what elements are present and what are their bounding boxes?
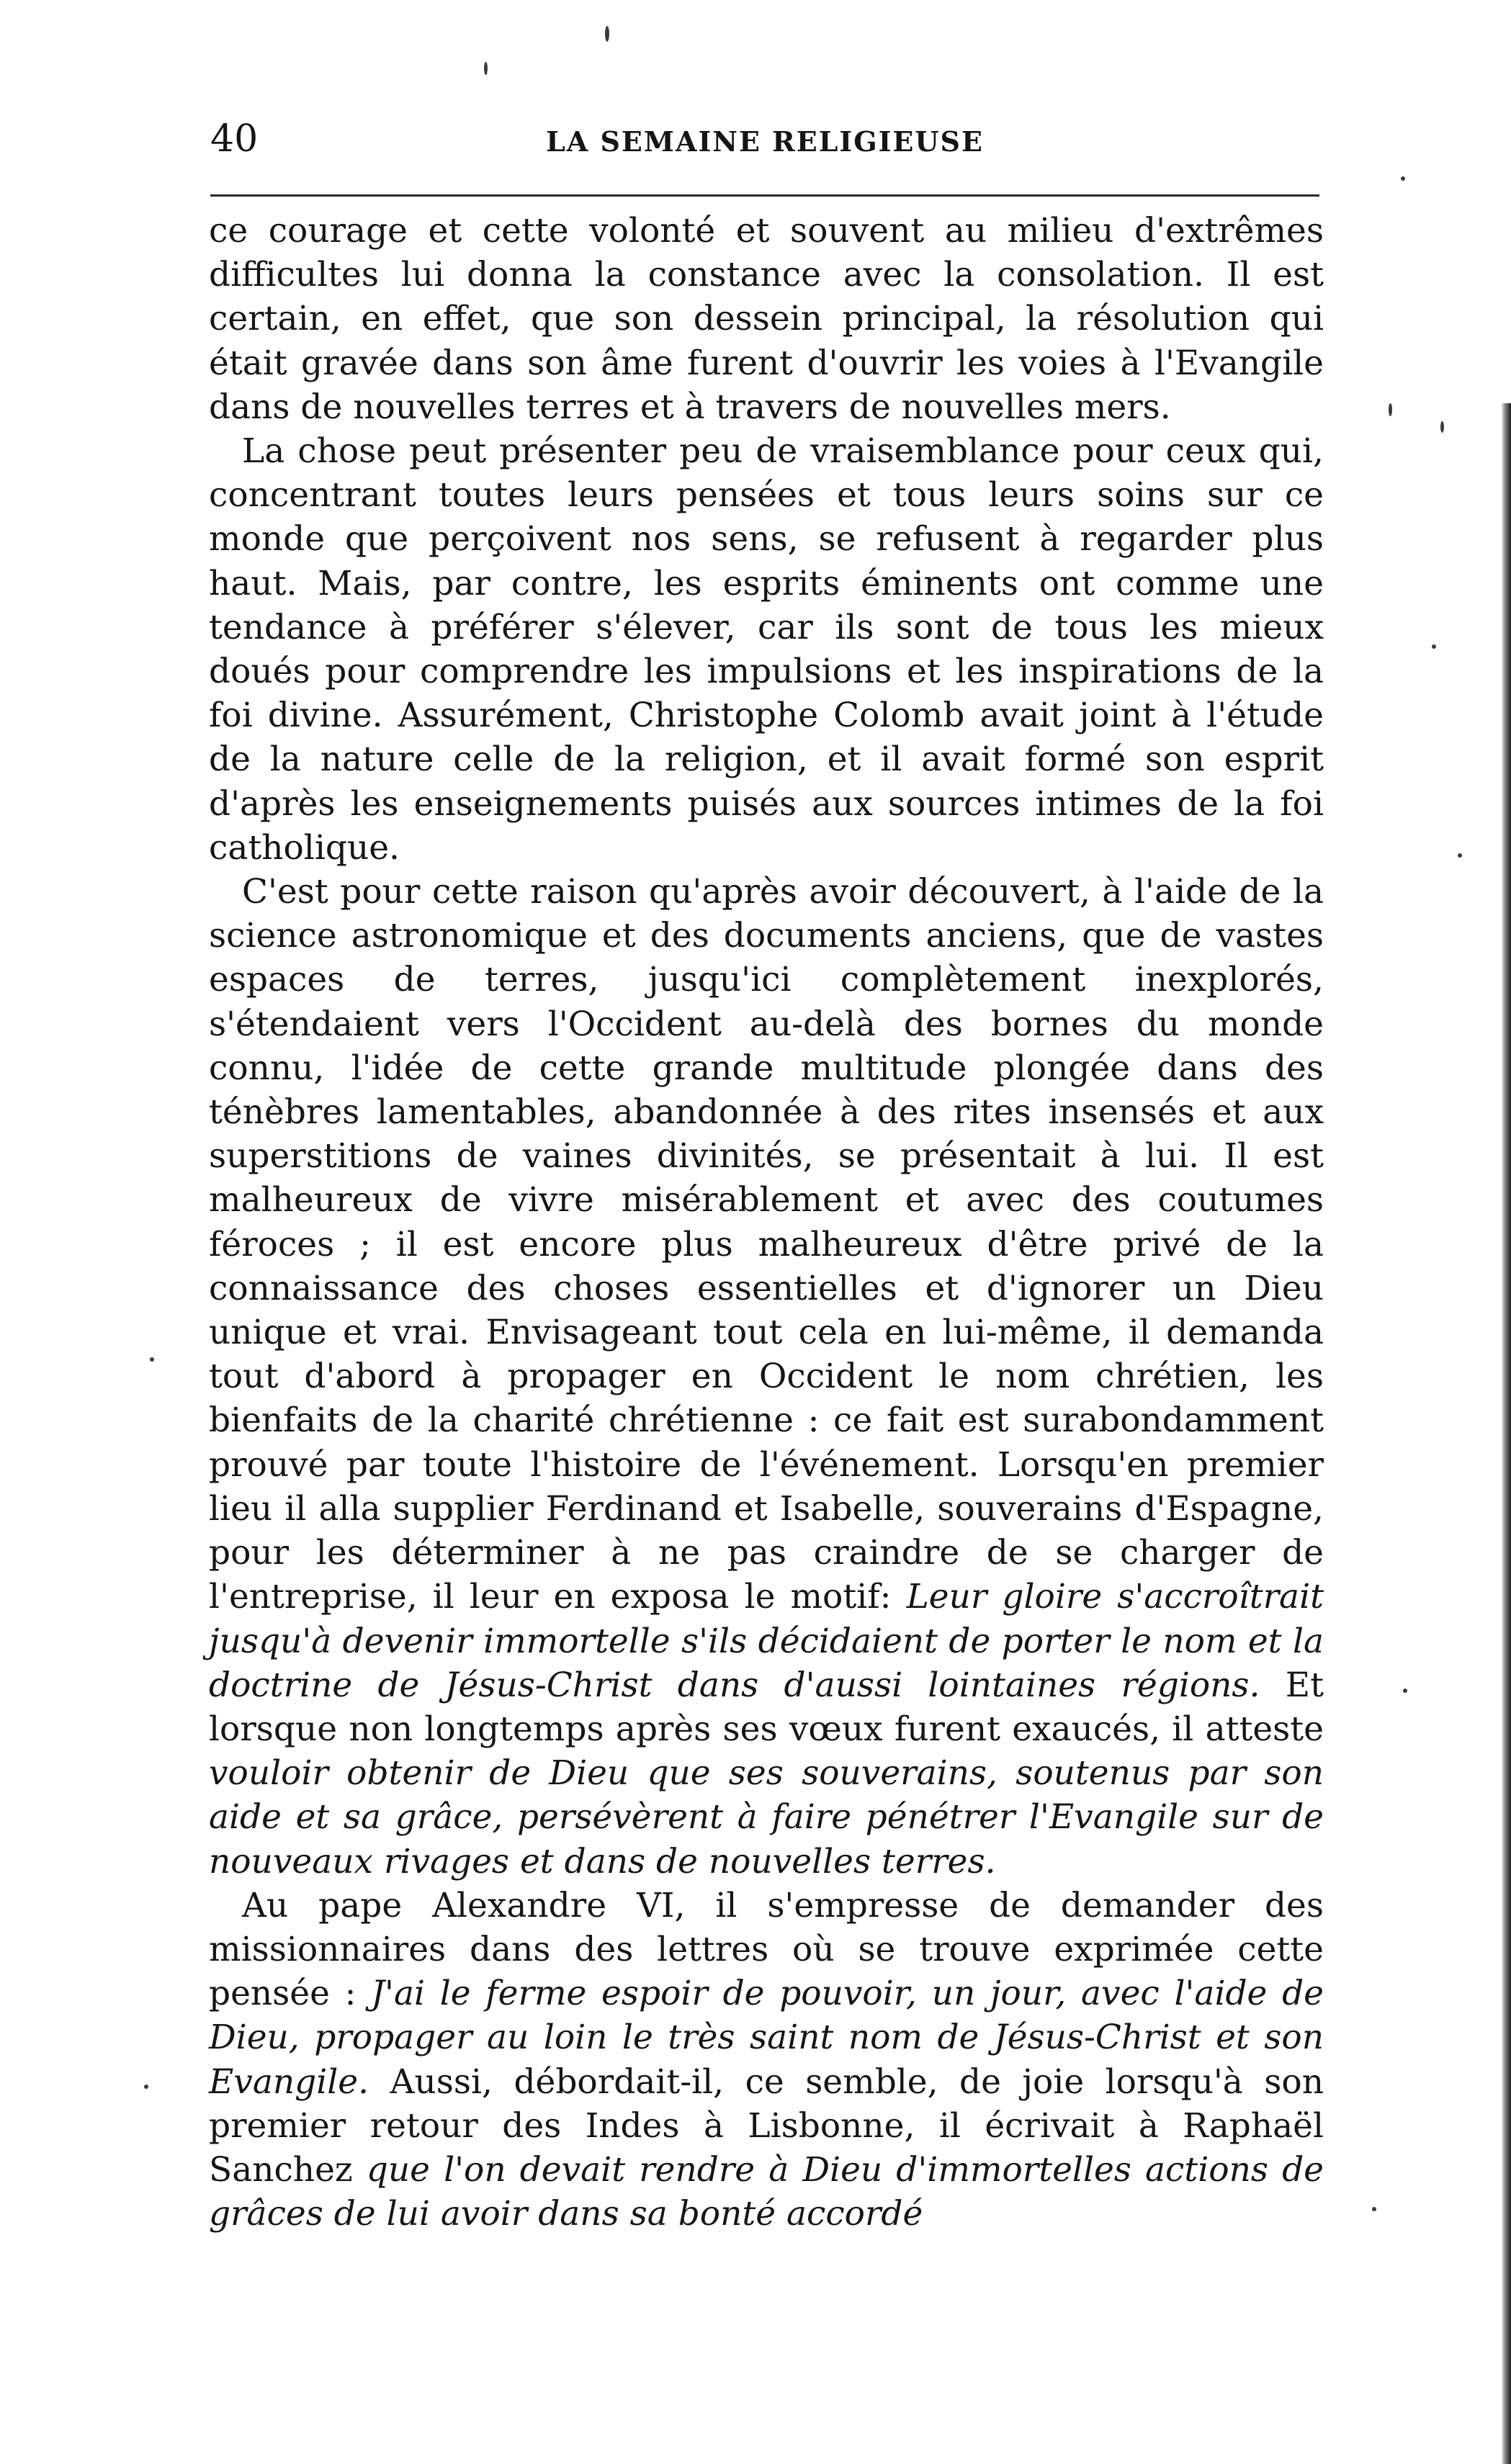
scan-speck: [144, 2085, 148, 2089]
paragraph-4-text-b: Aussi, débordait-il, ce semble, de joie lorsqu'à son premier retour des Indes à Lisbonne, il écrivait à Raphaël Sanchez: [209, 2061, 1324, 2190]
scan-speck: [1432, 644, 1436, 649]
page-number: 40: [210, 117, 259, 161]
paragraph-3-quote-2: vouloir obtenir de Dieu que ses souverains, soutenus par son aide et sa grâce, persévèrent à faire pénétrer l'Evangile sur de nouveaux rivages et dans de nouvelles terres.: [209, 1753, 1324, 1881]
scan-speck: [1401, 176, 1405, 181]
scan-speck: [1403, 1689, 1407, 1693]
scan-edge-shadow: [1501, 403, 1511, 2464]
paragraph-4-quote-1: J'ai le ferme espoir de pouvoir, un jour, avec l'aide de Dieu, propager au loin le très saint nom de Jésus-Christ et son Evangile.: [209, 1974, 1324, 2102]
scan-speck: [1389, 403, 1392, 416]
scan-speck: [1440, 421, 1444, 433]
paragraph-3-text-a: C'est pour cette raison qu'après avoir découvert, à l'aide de la science astronomique et des documents anciens, que de vastes espaces de terres, jusqu'ici complètement inexplorés, s'étendaient vers l'Occident au-delà des bornes du monde connu, l'idée de cette grande multitude plongée dans des ténèbres lamentables, abandonnée à des rites insensés et aux superstitions de vaines divinités, se présentait à lui. Il est malheureux de vivre misérablement et avec des coutumes féroces ; il est encore plus malheureux d'être privé de la connaissance des choses essentielles et d'ignorer un Dieu unique et vrai. Envisageant tout cela en lui-même, il demanda tout d'abord à propager en Occident le nom chrétien, les bienfaits de la charité chrétienne : ce fait est surabondamment prouvé par toute l'histoire de l'événement. Lorsqu'en premier lieu il alla supplier Ferdinand et Isabelle, souverains d'Espagne, pour les déterminer à ne pas craindre de se charger de l'entreprise, il leur en exposa le motif:: [209, 872, 1324, 1617]
scan-speck: [605, 26, 609, 42]
paragraph-4-text-a: Au pape Alexandre VI, il s'empresse de demander des missionnaires dans des lettres où se trouve exprimée cette pensée :: [209, 1885, 1324, 2014]
paragraph-3: [209, 870, 1324, 1884]
paragraph-4-quote-2: que l'on devait rendre à Dieu d'immortelles actions de grâces de lui avoir dans sa bonté accordé: [209, 2149, 1324, 2234]
paragraph-1: ce courage et cette volonté et souvent au milieu d'extrêmes difficultes lui donna la constance avec la consolation. Il est certain, en effet, que son dessein principal, la résolution qui était gravée dans son âme furent d'ouvrir les voies à l'Evangile dans de nouvelles terres et à travers de nouvelles mers.: [209, 211, 1324, 427]
page-header: [210, 114, 1319, 164]
scan-speck: [150, 1357, 154, 1362]
paragraph-3-quote-1: Leur gloire s'accroîtrait jusqu'à devenir immortelle s'ils décidaient de porter le nom et la doctrine de Jésus-Christ dans d'aussi lointaines régions.: [209, 1577, 1324, 1705]
running-title: LA SEMAINE RELIGIEUSE: [546, 125, 984, 158]
scan-speck: [484, 62, 488, 75]
body-text: [209, 209, 1324, 2236]
header-rule: [210, 194, 1319, 197]
paragraph-3-text-b: Et lorsque non longtemps après ses vœux furent exaucés, il atteste: [209, 1665, 1324, 1749]
paragraph-4: [209, 1884, 1324, 2236]
scan-speck: [1372, 2207, 1376, 2211]
scan-speck: [1458, 853, 1462, 858]
paragraph-2: La chose peut présenter peu de vraisemblance pour ceux qui, concentrant toutes leurs pensées et tous leurs soins sur ce monde que perçoivent nos sens, se refusent à regarder plus haut. Mais, par contre, les esprits éminents ont comme une tendance à préférer s'élever, car ils sont de tous les mieux doués pour comprendre les impulsions et les inspirations de la foi divine. Assurément, Christophe Colomb avait joint à l'étude de la nature celle de la religion, et il avait formé son esprit d'après les enseignements puisés aux sources intimes de la foi catholique.: [209, 431, 1324, 868]
